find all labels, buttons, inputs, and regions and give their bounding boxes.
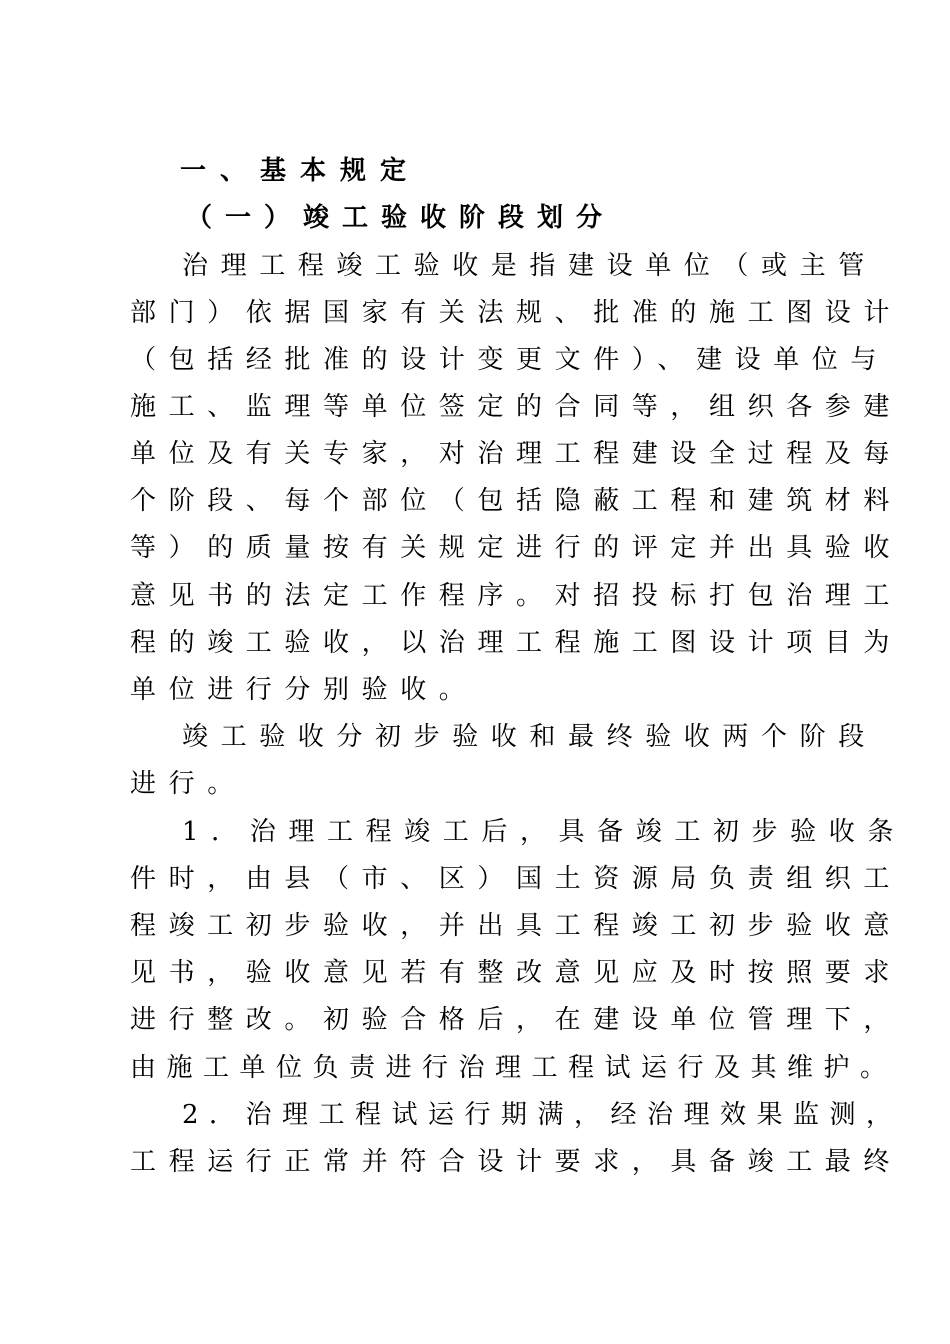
paragraph-line: 个阶段、每个部位（包括隐蔽工程和建筑材料	[130, 486, 903, 516]
paragraph-line: 见书，验收意见若有整改意见应及时按照要求	[130, 958, 903, 988]
paragraph-line: 单位及有关专家，对治理工程建设全过程及每	[130, 439, 903, 469]
paragraph-line: 进行整改。初验合格后，在建设单位管理下，	[130, 1005, 903, 1035]
paragraph-line: 进行。	[130, 769, 246, 799]
paragraph-line: 件时，由县（市、区）国土资源局负责组织工	[130, 864, 903, 894]
heading-basic-rules: 一、基本规定	[180, 156, 421, 186]
paragraph-line: 程的竣工验收，以治理工程施工图设计项目为	[130, 628, 903, 658]
paragraph-line: 程竣工初步验收，并出具工程竣工初步验收意	[130, 911, 903, 941]
paragraph-line: 治理工程竣工验收是指建设单位（或主管	[182, 251, 877, 281]
paragraph-line: （包括经批准的设计变更文件）、建设单位与	[130, 345, 890, 375]
paragraph-line: 2．治理工程试运行期满，经治理效果监测，	[182, 1100, 903, 1130]
paragraph-line: 工程运行正常并符合设计要求，具备竣工最终	[130, 1147, 903, 1177]
heading-acceptance-stages: （一）竣工验收阶段划分	[186, 203, 616, 233]
paragraph-line: 意见书的法定工作程序。对招投标打包治理工	[130, 581, 903, 611]
paragraph-line: 部门）依据国家有关法规、批准的施工图设计	[130, 298, 903, 328]
paragraph-line: 等）的质量按有关规定进行的评定并出具验收	[130, 533, 903, 563]
paragraph-line: 由施工单位负责进行治理工程试运行及其维护。	[130, 1053, 897, 1083]
paragraph-line: 1．治理工程竣工后，具备竣工初步验收条	[182, 817, 906, 847]
paragraph-line: 竣工验收分初步验收和最终验收两个阶段	[182, 722, 877, 752]
paragraph-line: 单位进行分别验收。	[130, 675, 478, 705]
paragraph-line: 施工、监理等单位签定的合同等，组织各参建	[130, 392, 903, 422]
